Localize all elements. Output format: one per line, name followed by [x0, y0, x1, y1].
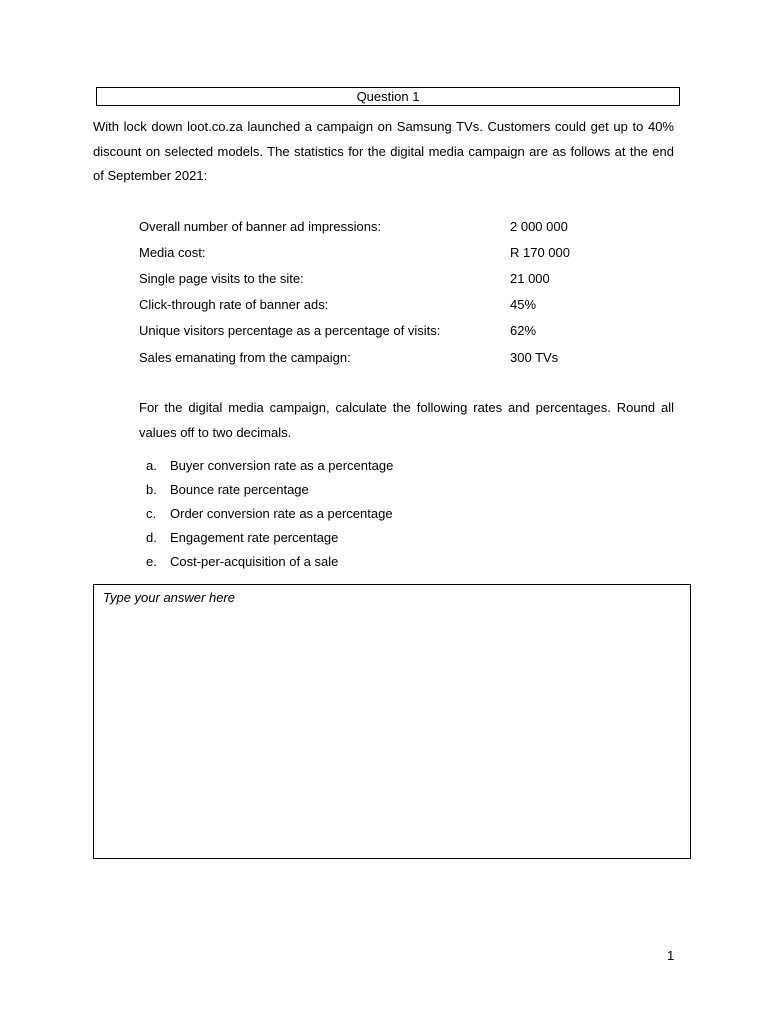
task-text: Order conversion rate as a percentage: [170, 505, 393, 521]
intro-paragraph: With lock down loot.co.za launched a campaign on Samsung TVs. Customers could get up to 40% discount on selected models. The statistics for the digital media campaign are as follows at the end of September 2021:: [93, 119, 674, 183]
answer-placeholder: Type your answer here: [103, 590, 235, 605]
stat-row: [139, 292, 679, 318]
stat-value: 62%: [510, 323, 537, 339]
statistics-table: [139, 213, 679, 370]
instruction-paragraph: For the digital media campaign, calculate the following rates and percentages. Round all values off to two decimals.: [139, 400, 674, 440]
stat-value: 2 000 000: [510, 218, 568, 234]
stat-value: 300 TVs: [510, 349, 559, 365]
task-item: [139, 549, 393, 573]
task-text: Buyer conversion rate as a percentage: [170, 457, 394, 473]
stat-value: 45%: [510, 297, 537, 313]
stat-label: Unique visitors percentage as a percentage of visits:: [139, 323, 441, 339]
task-item: [139, 477, 393, 501]
stat-row: [139, 213, 679, 239]
task-text: Bounce rate percentage: [170, 481, 309, 497]
task-letter: b.: [146, 481, 157, 497]
stat-label: Single page visits to the site:: [139, 270, 304, 286]
task-item: [139, 453, 393, 477]
task-letter: a.: [146, 457, 157, 473]
task-letter: d.: [146, 529, 157, 545]
task-text: Cost-per-acquisition of a sale: [170, 553, 339, 569]
stat-row: [139, 318, 679, 344]
stat-label: Sales emanating from the campaign:: [139, 349, 351, 365]
stat-row: [139, 344, 679, 370]
stat-row: [139, 239, 679, 265]
page-number: 1: [667, 948, 675, 963]
stat-label: Overall number of banner ad impressions:: [139, 218, 382, 234]
task-letter: e.: [146, 553, 157, 569]
stat-label: Click-through rate of banner ads:: [139, 297, 329, 313]
stat-label: Media cost:: [139, 244, 206, 260]
task-item: [139, 525, 393, 549]
task-text: Engagement rate percentage: [170, 529, 339, 545]
stat-value: 21 000: [510, 270, 550, 286]
stat-value: R 170 000: [510, 244, 570, 260]
task-item: [139, 501, 393, 525]
answer-text-area[interactable]: [93, 584, 691, 859]
stat-row: [139, 265, 679, 291]
task-list: [139, 453, 393, 573]
task-letter: c.: [146, 505, 157, 521]
question-title: Question 1: [96, 87, 680, 106]
